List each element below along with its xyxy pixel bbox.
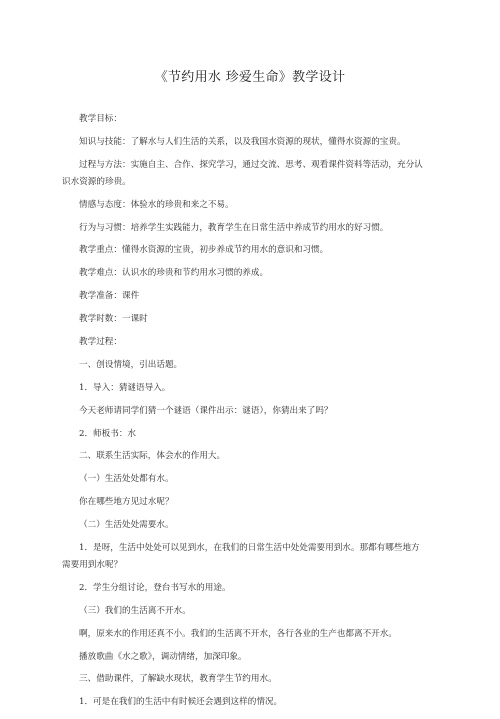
paragraph-line: （三）我们的生活离不开水。 [79, 605, 191, 616]
paragraph-line: 1．是呀，生活中处处可以见到水，在我们的日常生活中处处需要用到水。那都有哪些地方 [79, 543, 420, 554]
paragraph-line: 教学难点：认识水的珍贵和节约用水习惯的养成。 [79, 268, 269, 279]
paragraph-line: 1．可是在我们的生活中有时候还会遇到这样的情况。 [79, 697, 283, 708]
paragraph-line: 播放歌曲《水之歌》，调动情绪，加深印象。 [79, 651, 247, 662]
paragraph-line: 一、创设情境，引出话题。 [79, 359, 183, 370]
paragraph-line: 识水资源的珍贵。 [62, 176, 131, 187]
paragraph-line: 2．学生分组讨论，登台书写水的用途。 [79, 582, 231, 593]
document-title: 《节约用水 珍爱生命》教学设计 [154, 70, 346, 85]
paragraph-line: 知识与技能：了解水与人们生活的关系，以及我国水资源的现状，懂得水资源的宝贵。 [79, 136, 406, 147]
paragraph-line: 教学时数：一课时 [79, 314, 148, 325]
paragraph-line: 二、联系生活实际，体会水的作用大。 [79, 451, 226, 462]
paragraph-line: 教学准备：课件 [79, 291, 140, 302]
paragraph-line: 啊，原来水的作用还真不小。我们的生活离不开水，各行各业的生产也都离不开水。 [79, 628, 397, 639]
paragraph-line: 今天老师请同学们猜一个谜语（课件出示：谜语），你猜出来了吗？ [79, 405, 333, 416]
document-body [62, 113, 448, 719]
paragraph-line: 1．导入：猜谜语导入。 [79, 382, 171, 393]
paragraph-line: 你在哪些地方见过水呢？ [79, 497, 174, 508]
paragraph-line: 三、借助课件，了解缺水现状，教育学生节约用水。 [79, 674, 277, 685]
paragraph-line: 教学过程： [79, 337, 122, 348]
paragraph-line: 2．师板书：水 [79, 428, 137, 439]
paragraph-line: 行为与习惯：培养学生实践能力，教育学生在日常生活中养成节约用水的好习惯。 [79, 222, 389, 233]
paragraph-line: 教学目标： [79, 114, 122, 124]
paragraph-line: 情感与态度：体验水的珍贵和来之不易。 [79, 199, 234, 210]
paragraph-line: （一）生活处处都有水。 [79, 474, 174, 485]
paragraph-line: 教学重点：懂得水资源的宝贵，初步养成节约用水的意识和习惯。 [79, 245, 329, 256]
paragraph-line: 过程与方法：实施自主、合作、探究学习，通过交流、思考、观看课件资料等活动，充分认 [79, 159, 423, 170]
paragraph-line: （二）生活处处需要水。 [79, 520, 174, 531]
paragraph-line: 需要用到水呢？ [62, 560, 123, 571]
